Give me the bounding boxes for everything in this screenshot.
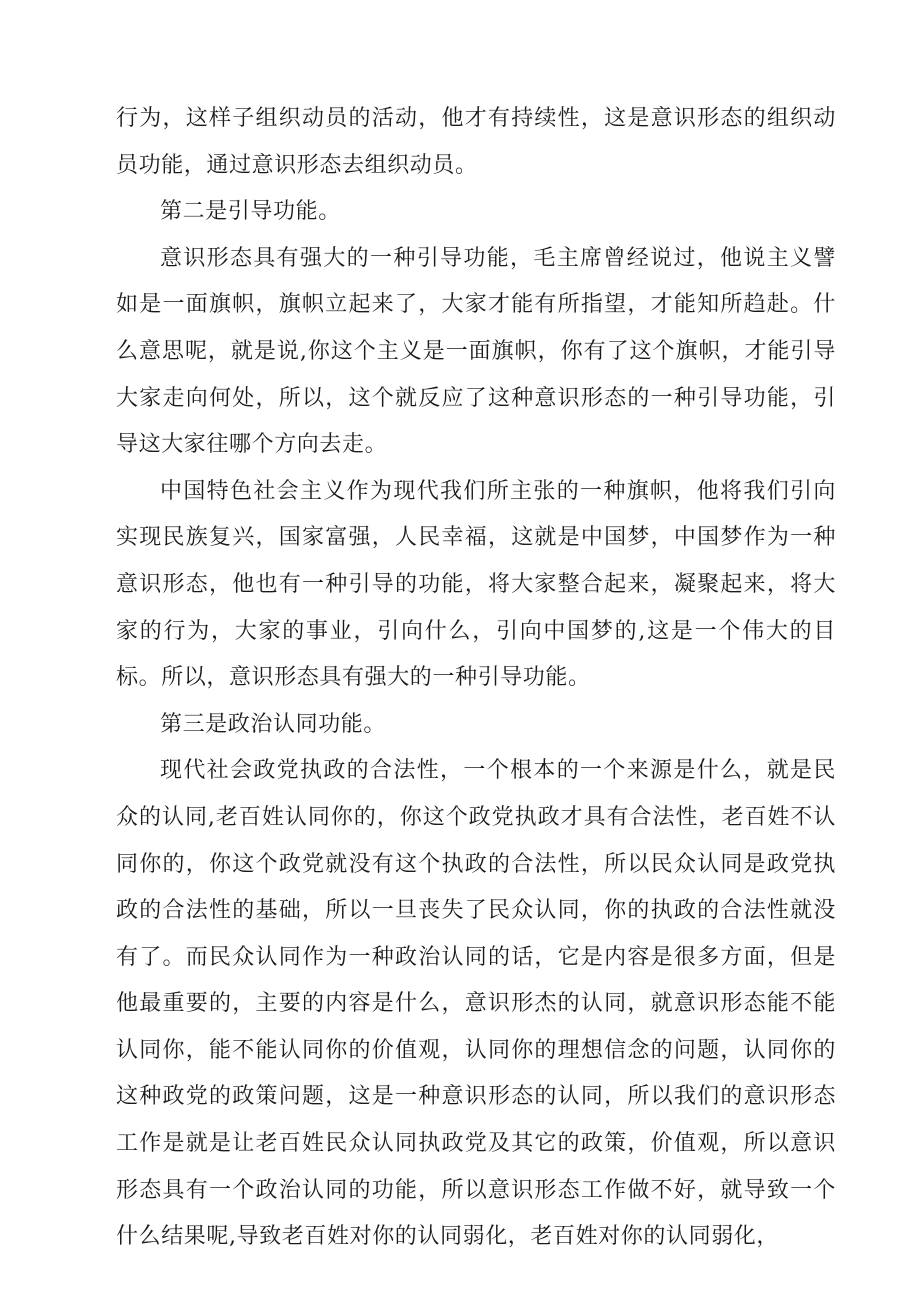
section-heading-political-identity: 第三是政治认同功能。 (160, 711, 387, 737)
paragraph-continuation: 行为，这样子组织动员的活动，他才有持续性，这是意识形态的组织动员功能，通过意识形态去组织动员。 (116, 106, 836, 178)
document-body (116, 96, 836, 1261)
paragraph-political-identity: 现代社会政党执政的合法性，一个根本的一个来源是什么，就是民众的认同,老百姓认同你的，你这个政党执政才具有合法性，老百姓不认同你的，你这个政党就没有这个执政的合法性，所以民众认同是政党执政的合法性的基础，所以一旦丧失了民众认同，你的执政的合法性就没有了。而民众认同作为一种政治认同的话，它是内容是很多方面，但是他最重要的，主要的内容是什么，意识形杰的认同，就意识形态能不能认同你，能不能认同你的价值观，认同你的理想信念的问题，认同你的这种政党的政策问题，这是一种意识形态的认同，所以我们的意识形态工作是就是让老百姓民众认同执政党及其它的政策，价值观，所以意识形态具有一个政治认同的功能，所以意识形态工作做不好，就导致一个什么结果呢,导致老百姓对你的认同弱化，老百姓对你的认同弱化， (116, 758, 836, 1250)
paragraph-guidance-1: 意识形态具有强大的一种引导功能，毛主席曾经说过，他说主义譬如是一面旗帜，旗帜立起来了，大家才能有所指望，才能知所趋赴。什么意思呢，就是说,你这个主义是一面旗帜，你有了这个旗帜，才能引导大家走向何处，所以，这个就反应了这种意识形态的一种引导功能，引导这大家往哪个方向去走。 (116, 245, 836, 458)
paragraph-guidance-2: 中国特色社会主义作为现代我们所主张的一种旗帜，他将我们引向实现民族复兴，国家富强，人民幸福，这就是中国梦，中国梦作为一种意识形态，他也有一种引导的功能，将大家整合起来，凝聚起来，将大家的行为，大家的事业，引向什么，引向中国梦的,这是一个伟大的目标。所以，意识形态具有强大的一种引导功能。 (116, 478, 836, 691)
section-heading-guidance: 第二是引导功能。 (160, 199, 341, 225)
